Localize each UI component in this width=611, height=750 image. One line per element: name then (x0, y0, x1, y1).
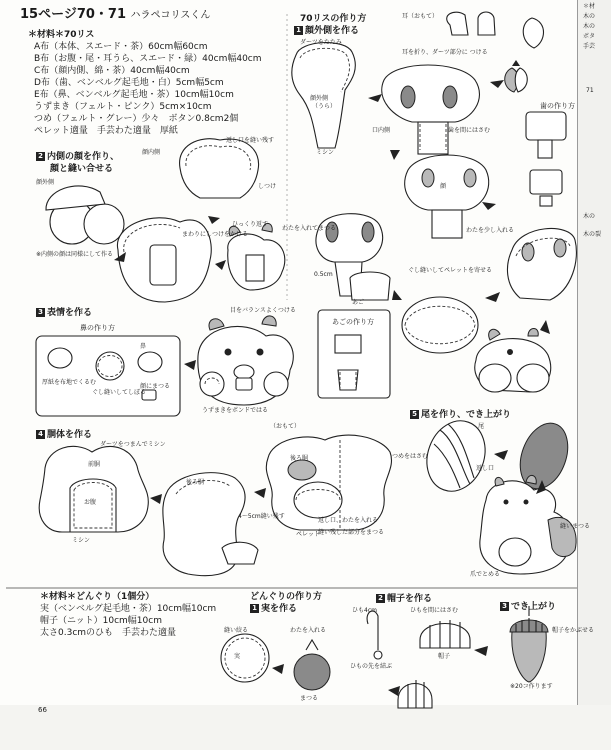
acorn-step-number-1: 1 (250, 604, 259, 613)
label-stitch-to-face: 顔にまつる (140, 383, 171, 390)
acorn-howto-heading: どんぐりの作り方 (250, 592, 323, 602)
head-assembly (382, 65, 480, 154)
next-page-text: 手芸 (583, 43, 596, 50)
acorn-cap (398, 620, 470, 708)
material-line: D布（歯、ベンベルグ起毛地・白）5cm幅5cm (34, 78, 224, 88)
acorn-finished (510, 606, 548, 682)
materials-heading: ＊材料＊70リス (28, 30, 95, 40)
page-title-number: 15ページ70・71 (20, 7, 127, 22)
acorn-label-cotton: わたを入れる (290, 627, 327, 634)
label-ear: 耳（おもて） (402, 13, 439, 20)
label-dart-fold-sew: ダーツをつまんでミシン (100, 441, 166, 448)
next-page-text: 71 (586, 87, 594, 94)
acorn-label-knot: ひもの先を結ぶ (350, 663, 393, 670)
step-number-5: 5 (410, 410, 419, 419)
acorn-step-2: 2 帽子を作る (376, 594, 432, 604)
label-cardboard-wrap: 厚紙を布地でくるむ (42, 379, 97, 386)
label-front-side: （おもて） (270, 423, 301, 430)
label-inner-note: ※内側の顔は同様にして作る (36, 251, 114, 258)
tooth-detail (526, 112, 566, 206)
acorn-label-stitch: まつる (300, 695, 319, 702)
label-turn-stuff: 返し口、わたを入れる (318, 517, 379, 524)
label-cotton-in: わたを入れてまつる (282, 225, 337, 232)
gathered-base (402, 297, 478, 353)
acorn-label-string: ひも4cm (352, 607, 377, 614)
head-stuffed (507, 229, 576, 300)
step-3-heading: 3 表情を作る (36, 308, 92, 318)
chin-piece (350, 272, 390, 300)
label-tail: 尾 (478, 423, 485, 430)
label-mouth-inner: 口内側 (372, 127, 391, 134)
step-2-heading-line2: 顔と縫い合せる (50, 164, 114, 174)
label-belly: お腹 (84, 499, 97, 506)
acorn-material-line: 実（ベンベルグ起毛地・茶）10cm幅10cm (40, 604, 217, 614)
label-turn-back: ひっくり返す (232, 221, 269, 228)
material-line: ペレット適量 手芸わた適量 厚紙 (34, 126, 178, 136)
next-page-text: 木の (583, 213, 596, 220)
body-assembled (266, 435, 391, 530)
step-5-heading: 5 尾を作り、でき上がり (410, 410, 511, 420)
page-title (20, 8, 210, 23)
acorn-label-cap-glue: 帽子をかぶせる (552, 627, 595, 634)
page-subtitle: ハラペコリスくん (130, 10, 211, 21)
acorn-step-1: 1 実を作る (250, 604, 297, 614)
label-stuff-cotton: わたを少し入れる (466, 227, 515, 234)
step-4-heading: 4 胴体を作る (36, 430, 92, 440)
label-pellet: ペレット (296, 531, 320, 538)
step-number-3: 3 (36, 308, 45, 317)
label-back-body: 後ろ胴 (186, 479, 205, 486)
acorn-label-note: ※20コ作ります (510, 683, 553, 690)
next-page-text: 木の裂 (583, 231, 602, 238)
label-claw-sandwich: つめをはさむ (392, 453, 429, 460)
chin-howto-heading: あごの作り方 (332, 318, 374, 326)
label-face: 顔 (440, 183, 447, 190)
acorn-label-cap: 帽子 (438, 653, 451, 660)
label-claw-glue: 爪でとめる (470, 571, 501, 578)
label-sew-pellet: ぐし縫いしてペレットを寄せる (408, 267, 492, 274)
label-sew-2: ミシン (72, 537, 90, 544)
label-spiral-glue: うずまきをボンドではる (202, 407, 269, 414)
label-dart-fold: ダーツをたたみ (300, 39, 342, 46)
label-balance: 目をバランスよくつける (230, 307, 296, 314)
label-seam-allow: 4～5cm縫い残す (238, 513, 285, 520)
nose-howto (36, 336, 180, 416)
label-gather: まわりにしつけをかける (182, 231, 249, 238)
label-sew-close: 縫い残した部分をまつる (318, 529, 385, 536)
howto-heading: 70リスの作り方 (300, 14, 367, 24)
next-page-text: ＊材 (583, 3, 596, 10)
label-face-outer: 顔外側 (310, 95, 329, 102)
nose-howto-heading: 鼻の作り方 (80, 324, 115, 332)
acorn-nut-piece (221, 634, 330, 690)
face-inner-piece (180, 139, 259, 198)
label-face-inner: 顔内側 (142, 149, 161, 156)
step-number-4: 4 (36, 430, 45, 439)
squirrel-face-front (198, 316, 293, 405)
label-baste: しつけ (258, 183, 277, 190)
step-1-heading: 1 顔外側を作る (294, 26, 359, 36)
label-tooth-between: 歯を間にはさむ (448, 127, 491, 134)
back-bumps (46, 186, 124, 244)
acorn-label-pinch: ひもを間にはさむ (410, 607, 459, 614)
next-page-text: 木の (583, 13, 596, 20)
acorn-label-gather: 縫い絞る (224, 627, 249, 634)
label-gather-pull: ぐし縫いしてしぼる (92, 389, 147, 396)
step-number-1: 1 (294, 26, 303, 35)
material-line: C布（顔内側、綿・茶）40cm幅40cm (34, 66, 190, 76)
material-line: B布（お腹・尾・耳うら、スエード・緑）40cm幅40cm (34, 54, 262, 64)
material-line: E布（鼻、ベンベルグ起毛地・茶）10cm幅10cm (34, 90, 234, 100)
face-combined (405, 155, 489, 238)
label-back-body-2: 後ろ胴 (290, 455, 309, 462)
label-half-cm: 0.5cm (314, 271, 333, 278)
acorn-material-line: 帽子（ニット）10cm幅10cm (40, 616, 162, 626)
page-number: 66 (38, 706, 47, 714)
material-line: A布（本体、スエード・茶）60cm幅60cm (34, 42, 208, 52)
label-ear-fold: 耳を折り、ダーツ部分に つける (402, 49, 488, 56)
back-body-piece (163, 473, 258, 576)
next-page-text: ボタ (583, 33, 596, 40)
next-page-text: 木の (583, 23, 596, 30)
acorn-label-nut: 実 (234, 653, 241, 660)
acorn-materials-heading: ＊材料＊どんぐり（1個分） (40, 592, 155, 602)
acorn-string (367, 611, 382, 659)
label-front-body: 前胴 (88, 461, 101, 468)
step-number-2: 2 (36, 152, 45, 161)
label-back-side: （うら） (312, 103, 337, 110)
label-back-opening: 返し口 (476, 465, 495, 472)
material-line: うずまき（フェルト・ピンク）5cm×10cm (34, 102, 212, 112)
acorn-step-3: 3 でき上がり (500, 602, 556, 612)
label-sew: ミシン (316, 149, 334, 156)
tooth-howto-heading: 歯の作り方 (540, 102, 575, 110)
material-line: つめ（フェルト・グレー）少々 ボタン0.8cm2個 (34, 114, 239, 124)
label-chin: あご (352, 299, 365, 306)
step-2-heading: 2 内側の顔を作り、 (36, 152, 119, 162)
label-tail-side: 縫いまつる (560, 523, 591, 530)
front-body-piece (39, 446, 148, 532)
acorn-step-number-2: 2 (376, 594, 385, 603)
label-leave-open: 返し口を縫い残す (226, 137, 275, 144)
label-nose: 鼻 (140, 343, 147, 350)
acorn-material-line: 太さ0.3cmのひも 手芸わた適量 (40, 628, 177, 638)
acorn-step-number-3: 3 (500, 602, 509, 611)
label-face-outer-2: 顔外側 (36, 179, 55, 186)
head-finished-side (475, 329, 551, 393)
